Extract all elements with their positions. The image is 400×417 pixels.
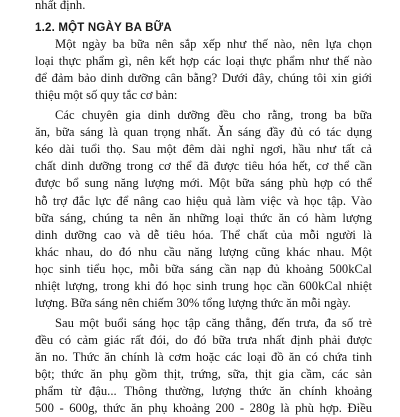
paragraph-2-line-4: chất dinh dưỡng trong cơ thể đã được tiêu hóa hết, cơ thể cần	[35, 159, 372, 174]
paragraph-3-line-1: Sau một buổi sáng học tập căng thẳng, đến trưa, đa số trẻ	[55, 315, 372, 330]
paragraph-3-line-2: đều có cảm giác rất đói, do đó bữa trưa nhất định phải được	[35, 332, 372, 347]
paragraph-3-line-5: phẩm từ đậu... Thông thường, lượng thức ăn chính khoảng	[35, 384, 372, 399]
paragraph-2-line-3: kéo dài tuổi thọ. Sau một đêm dài nghỉ ngơi, hầu như tất cả	[35, 142, 372, 157]
paragraph-1-line-1: Một ngày ba bữa nên sắp xếp như thế nào, nên lựa chọn	[55, 37, 372, 52]
paragraph-3-line-6: 500 - 600g, thức ăn phụ khoảng 200 - 280g là phù hợp. Điều	[35, 401, 372, 416]
paragraph-1-line-2: loại thực phẩm gì, nên kết hợp các loại thực phẩm như thế nào	[35, 54, 372, 69]
paragraph-3-line-3: ăn no. Thức ăn chính là cơm hoặc các loại đồ ăn có chứa tinh	[35, 349, 372, 364]
paragraph-2-line-11: nhiệt lượng, trong khi đó học sinh trung học cần 600kCal nhiệt	[35, 279, 372, 293]
section-heading: 1.2. MỘT NGÀY BA BỮA	[35, 22, 172, 34]
paragraph-2-line-2: ăn, bữa sáng là quan trọng nhất. Ăn sáng đầy đủ có tác dụng	[35, 125, 372, 140]
paragraph-2-line-8: dinh dưỡng cao và dễ tiêu hóa. Thể chất của mỗi người là	[35, 227, 372, 242]
paragraph-2-line-5: được bổ sung năng lượng mới. Một bữa sáng phù hợp có thể	[35, 176, 372, 191]
paragraph-2-line-7: bữa sáng, chúng ta nên ăn những loại thức ăn có hàm lượng	[35, 210, 372, 225]
paragraph-2-line-6: hỗ trợ đắc lực để nâng cao hiệu quả làm việc và học tập. Vào	[35, 193, 372, 208]
top-fragment-line: nhất định.	[35, 0, 86, 12]
paragraph-2-line-1: Các chuyên gia dinh dưỡng đều cho rằng, trong ba bữa	[55, 108, 372, 122]
paragraph-2-line-12: lượng. Bữa sáng nên chiếm 30% tổng lượng thức ăn mỗi ngày.	[35, 296, 351, 311]
paragraph-2-line-10: học sinh tiểu học, mỗi bữa sáng cần nạp đủ khoảng 500kCal	[35, 261, 372, 276]
paragraph-1-line-3: để đảm bảo dinh dưỡng cân bằng? Dưới đây, chúng tôi xin giới	[35, 71, 372, 86]
paragraph-2-line-9: khác nhau, do đó nhu cầu năng lượng cũng khác nhau. Một	[35, 244, 372, 259]
paragraph-3-line-4: bột; thức ăn phụ gồm thịt, trứng, sữa, thịt gia cầm, các sản	[35, 367, 372, 381]
paragraph-1-line-4: thiệu một số quy tắc cơ bản:	[35, 88, 178, 103]
